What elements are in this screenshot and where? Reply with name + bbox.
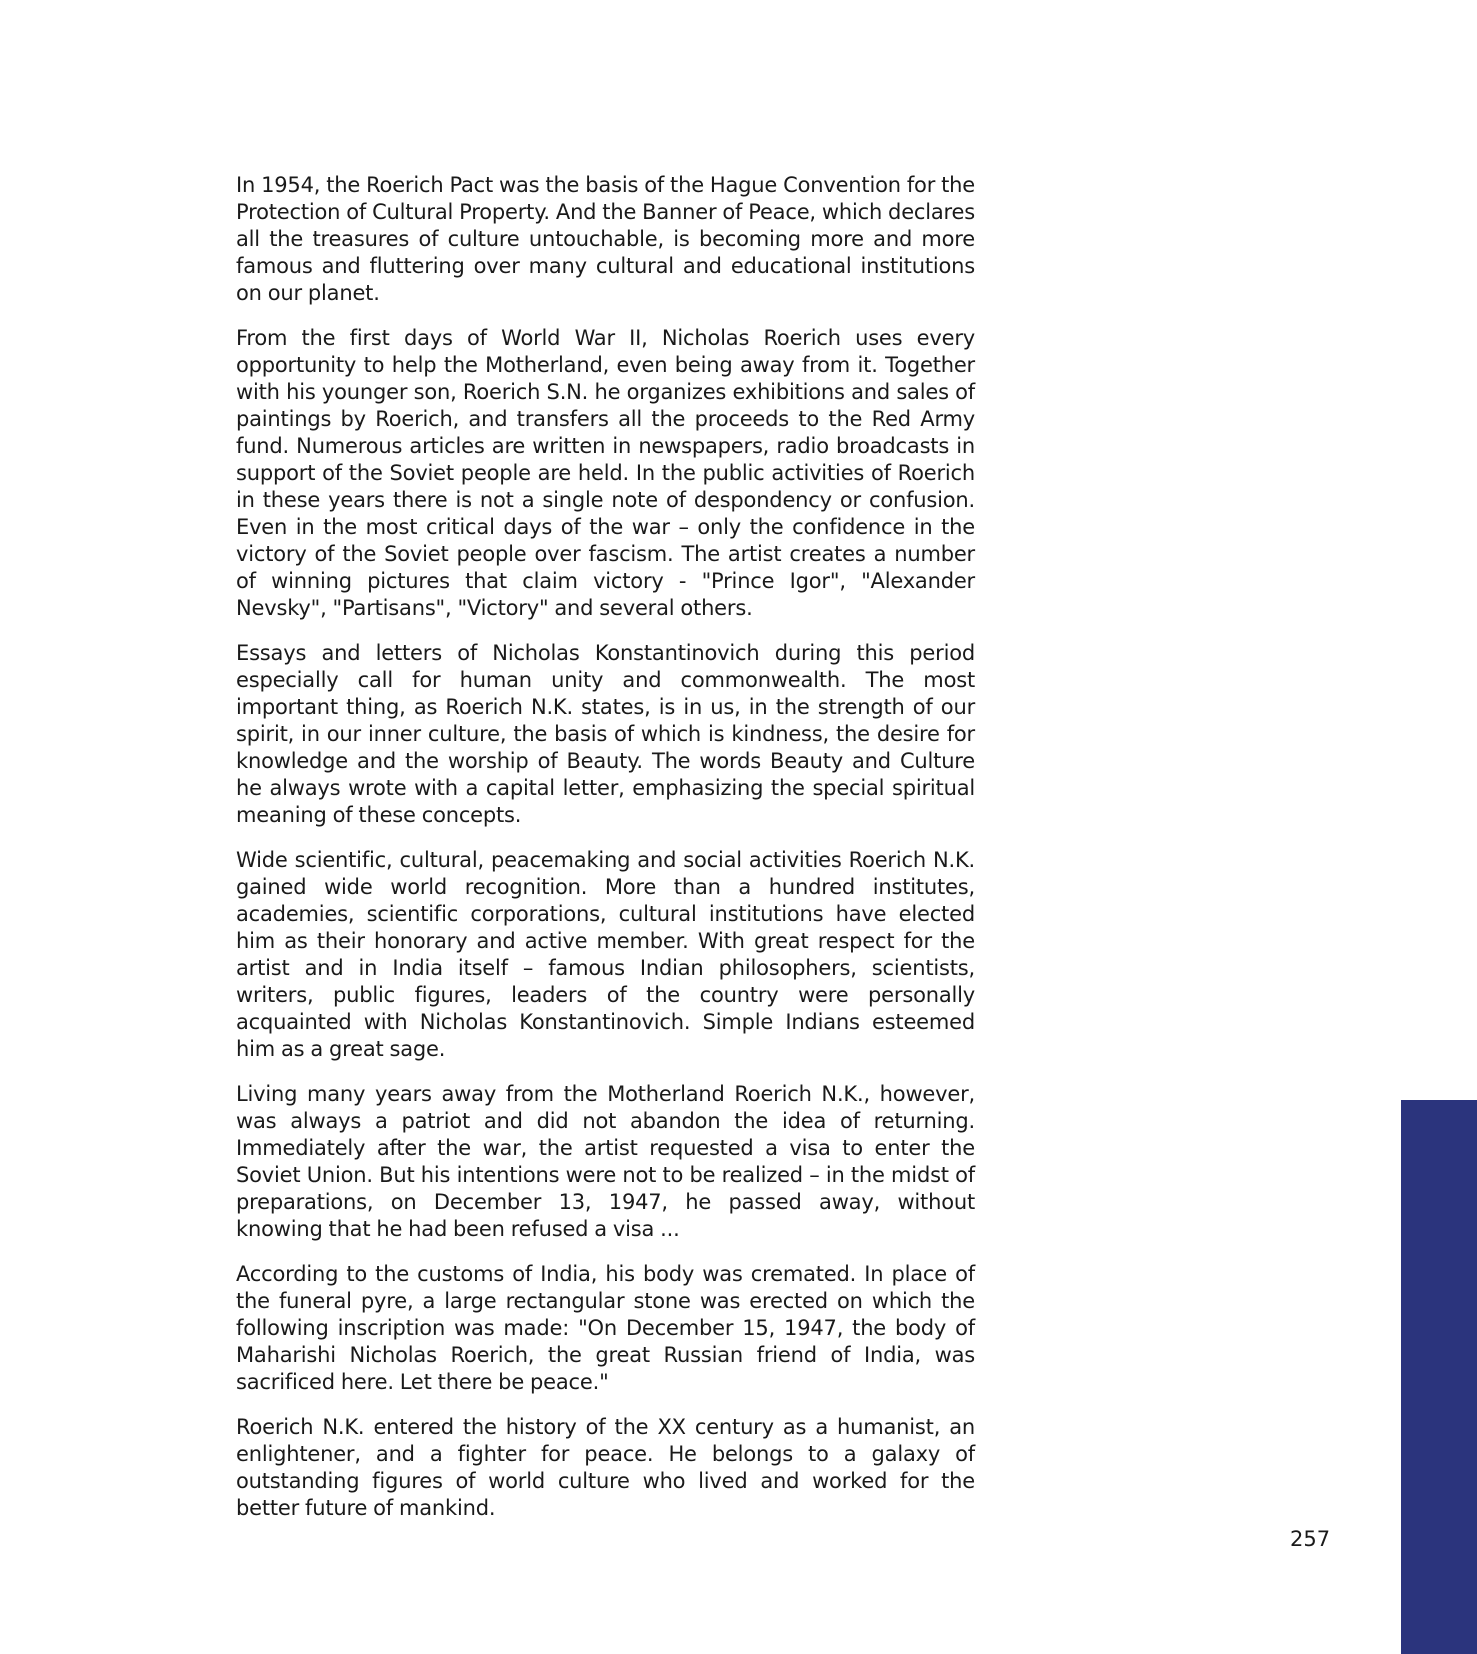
- paragraph-3: Essays and letters of Nicholas Konstantinovich during this period especially call for human unity and commonwealth. The most important thing, as Roerich N.K. states, is in us, in the strength of our spirit, in our inner culture, the basis of which is kindness, the desire for knowledge and the worship of Beauty. The words Beauty and Culture he always wrote with a capital letter, emphasizing the special spiritual meaning of these concepts.: [236, 641, 975, 827]
- paragraph-5: Living many years away from the Motherland Roerich N.K., however, was always a patriot and did not abandon the idea of returning. Immediately after the war, the artist requested a visa to enter the Soviet Union. But his intentions were not to be realized – in the midst of preparations, on December 13, 1947, he passed away, without knowing that he had been refused a visa ...: [236, 1082, 975, 1241]
- paragraph-7: Roerich N.K. entered the history of the XX century as a humanist, an enlightener, and a fighter for peace. He belongs to a galaxy of outstanding figures of world culture who lived and worked for the better future of mankind.: [236, 1415, 975, 1520]
- page-number: 257: [1290, 1527, 1331, 1551]
- body-text-column: [236, 172, 975, 1540]
- paragraph-1: In 1954, the Roerich Pact was the basis of the Hague Convention for the Protection of Cultural Property. And the Banner of Peace, which declares all the treasures of culture untouchable, is becoming more and more famous and fluttering over many cultural and educational institutions on our planet.: [236, 173, 975, 305]
- paragraph-6: According to the customs of India, his body was cremated. In place of the funeral pyre, a large rectangular stone was erected on which the following inscription was made: "On December 15, 1947, the body of Maharishi Nicholas Roerich, the great Russian friend of India, was sacrificed here. Let there be peace.": [236, 1262, 975, 1394]
- paragraph-2: From the first days of World War II, Nicholas Roerich uses every opportunity to help the Motherland, even being away from it. Together with his younger son, Roerich S.N. he organizes exhibitions and sales of paintings by Roerich, and transfers all the proceeds to the Red Army fund. Numerous articles are written in newspapers, radio broadcasts in support of the Soviet people are held. In the public activities of Roerich in these years there is not a single note of despondency or confusion. Even in the most critical days of the war – only the confidence in the victory of the Soviet people over fascism. The artist creates a number of winning pictures that claim victory - "Prince Igor", "Alexander Nevsky", "Partisans", "Victory" and several others.: [236, 326, 975, 620]
- paragraph-4: Wide scientific, cultural, peacemaking and social activities Roerich N.K. gained wide world recognition. More than a hundred institutes, academies, scientific corporations, cultural institutions have elected him as their honorary and active member. With great respect for the artist and in India itself – famous Indian philosophers, scientists, writers, public figures, leaders of the country were personally acquainted with Nicholas Konstantinovich. Simple Indians esteemed him as a great sage.: [236, 848, 975, 1061]
- decorative-side-bar: [1401, 1100, 1477, 1654]
